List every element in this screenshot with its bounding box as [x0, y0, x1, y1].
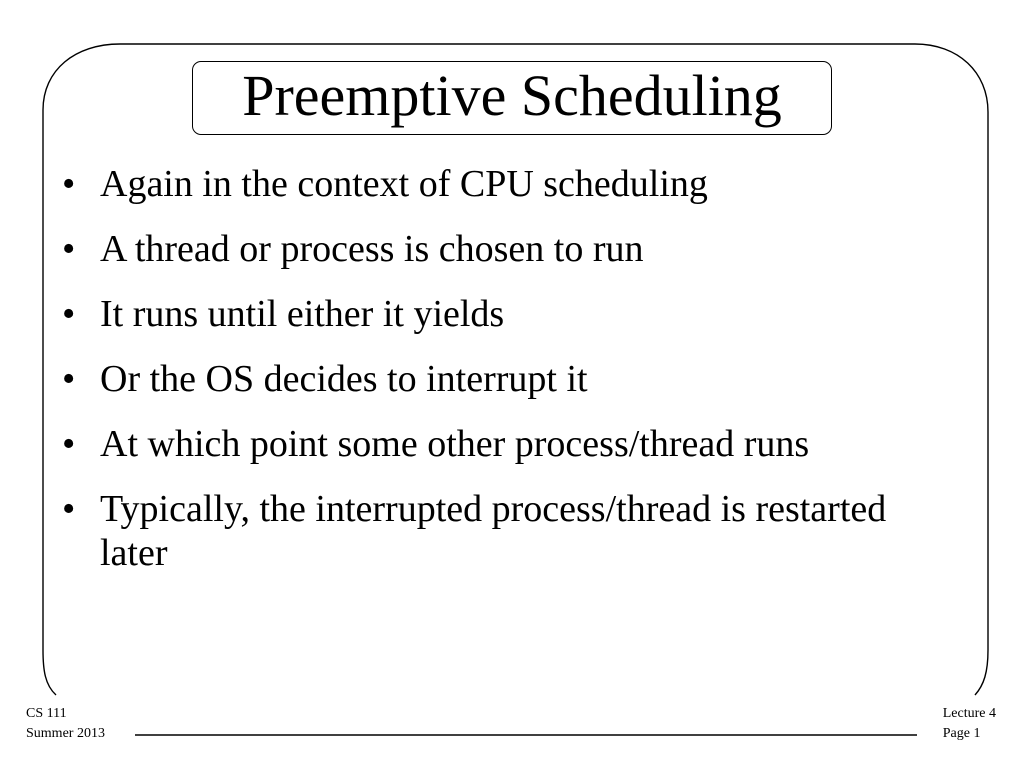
- bullet-text: Again in the context of CPU scheduling: [100, 163, 708, 205]
- list-item: [62, 422, 962, 466]
- bullet-glyph: •: [62, 358, 76, 400]
- list-item: [62, 162, 962, 206]
- lecture-label: Lecture 4: [942, 706, 996, 721]
- bullet-glyph: •: [62, 488, 76, 530]
- page-title: Preemptive Scheduling: [242, 63, 782, 128]
- bullet-glyph: •: [62, 293, 76, 335]
- page-number: Page 1: [942, 726, 981, 741]
- footer-lecture-info: [943, 704, 996, 744]
- bullet-text: Or the OS decides to interrupt it: [100, 358, 588, 400]
- bullet-glyph: •: [62, 228, 76, 270]
- bullet-text: At which point some other process/thread runs: [100, 423, 810, 465]
- bullet-glyph: •: [62, 163, 76, 205]
- bullet-text: It runs until either it yields: [100, 293, 505, 335]
- bullet-text: Typically, the interrupted process/thread is restarted later: [100, 488, 887, 574]
- term-label: Summer 2013: [26, 726, 105, 741]
- footer-course-info: [26, 704, 105, 744]
- list-item: [62, 227, 962, 271]
- title-box: [192, 61, 832, 135]
- list-item: [62, 357, 962, 401]
- course-label: CS 111: [26, 706, 67, 721]
- bullet-list: [62, 162, 962, 596]
- bullet-text: A thread or process is chosen to run: [100, 228, 644, 270]
- list-item: [62, 487, 962, 575]
- list-item: [62, 292, 962, 336]
- bullet-glyph: •: [62, 423, 76, 465]
